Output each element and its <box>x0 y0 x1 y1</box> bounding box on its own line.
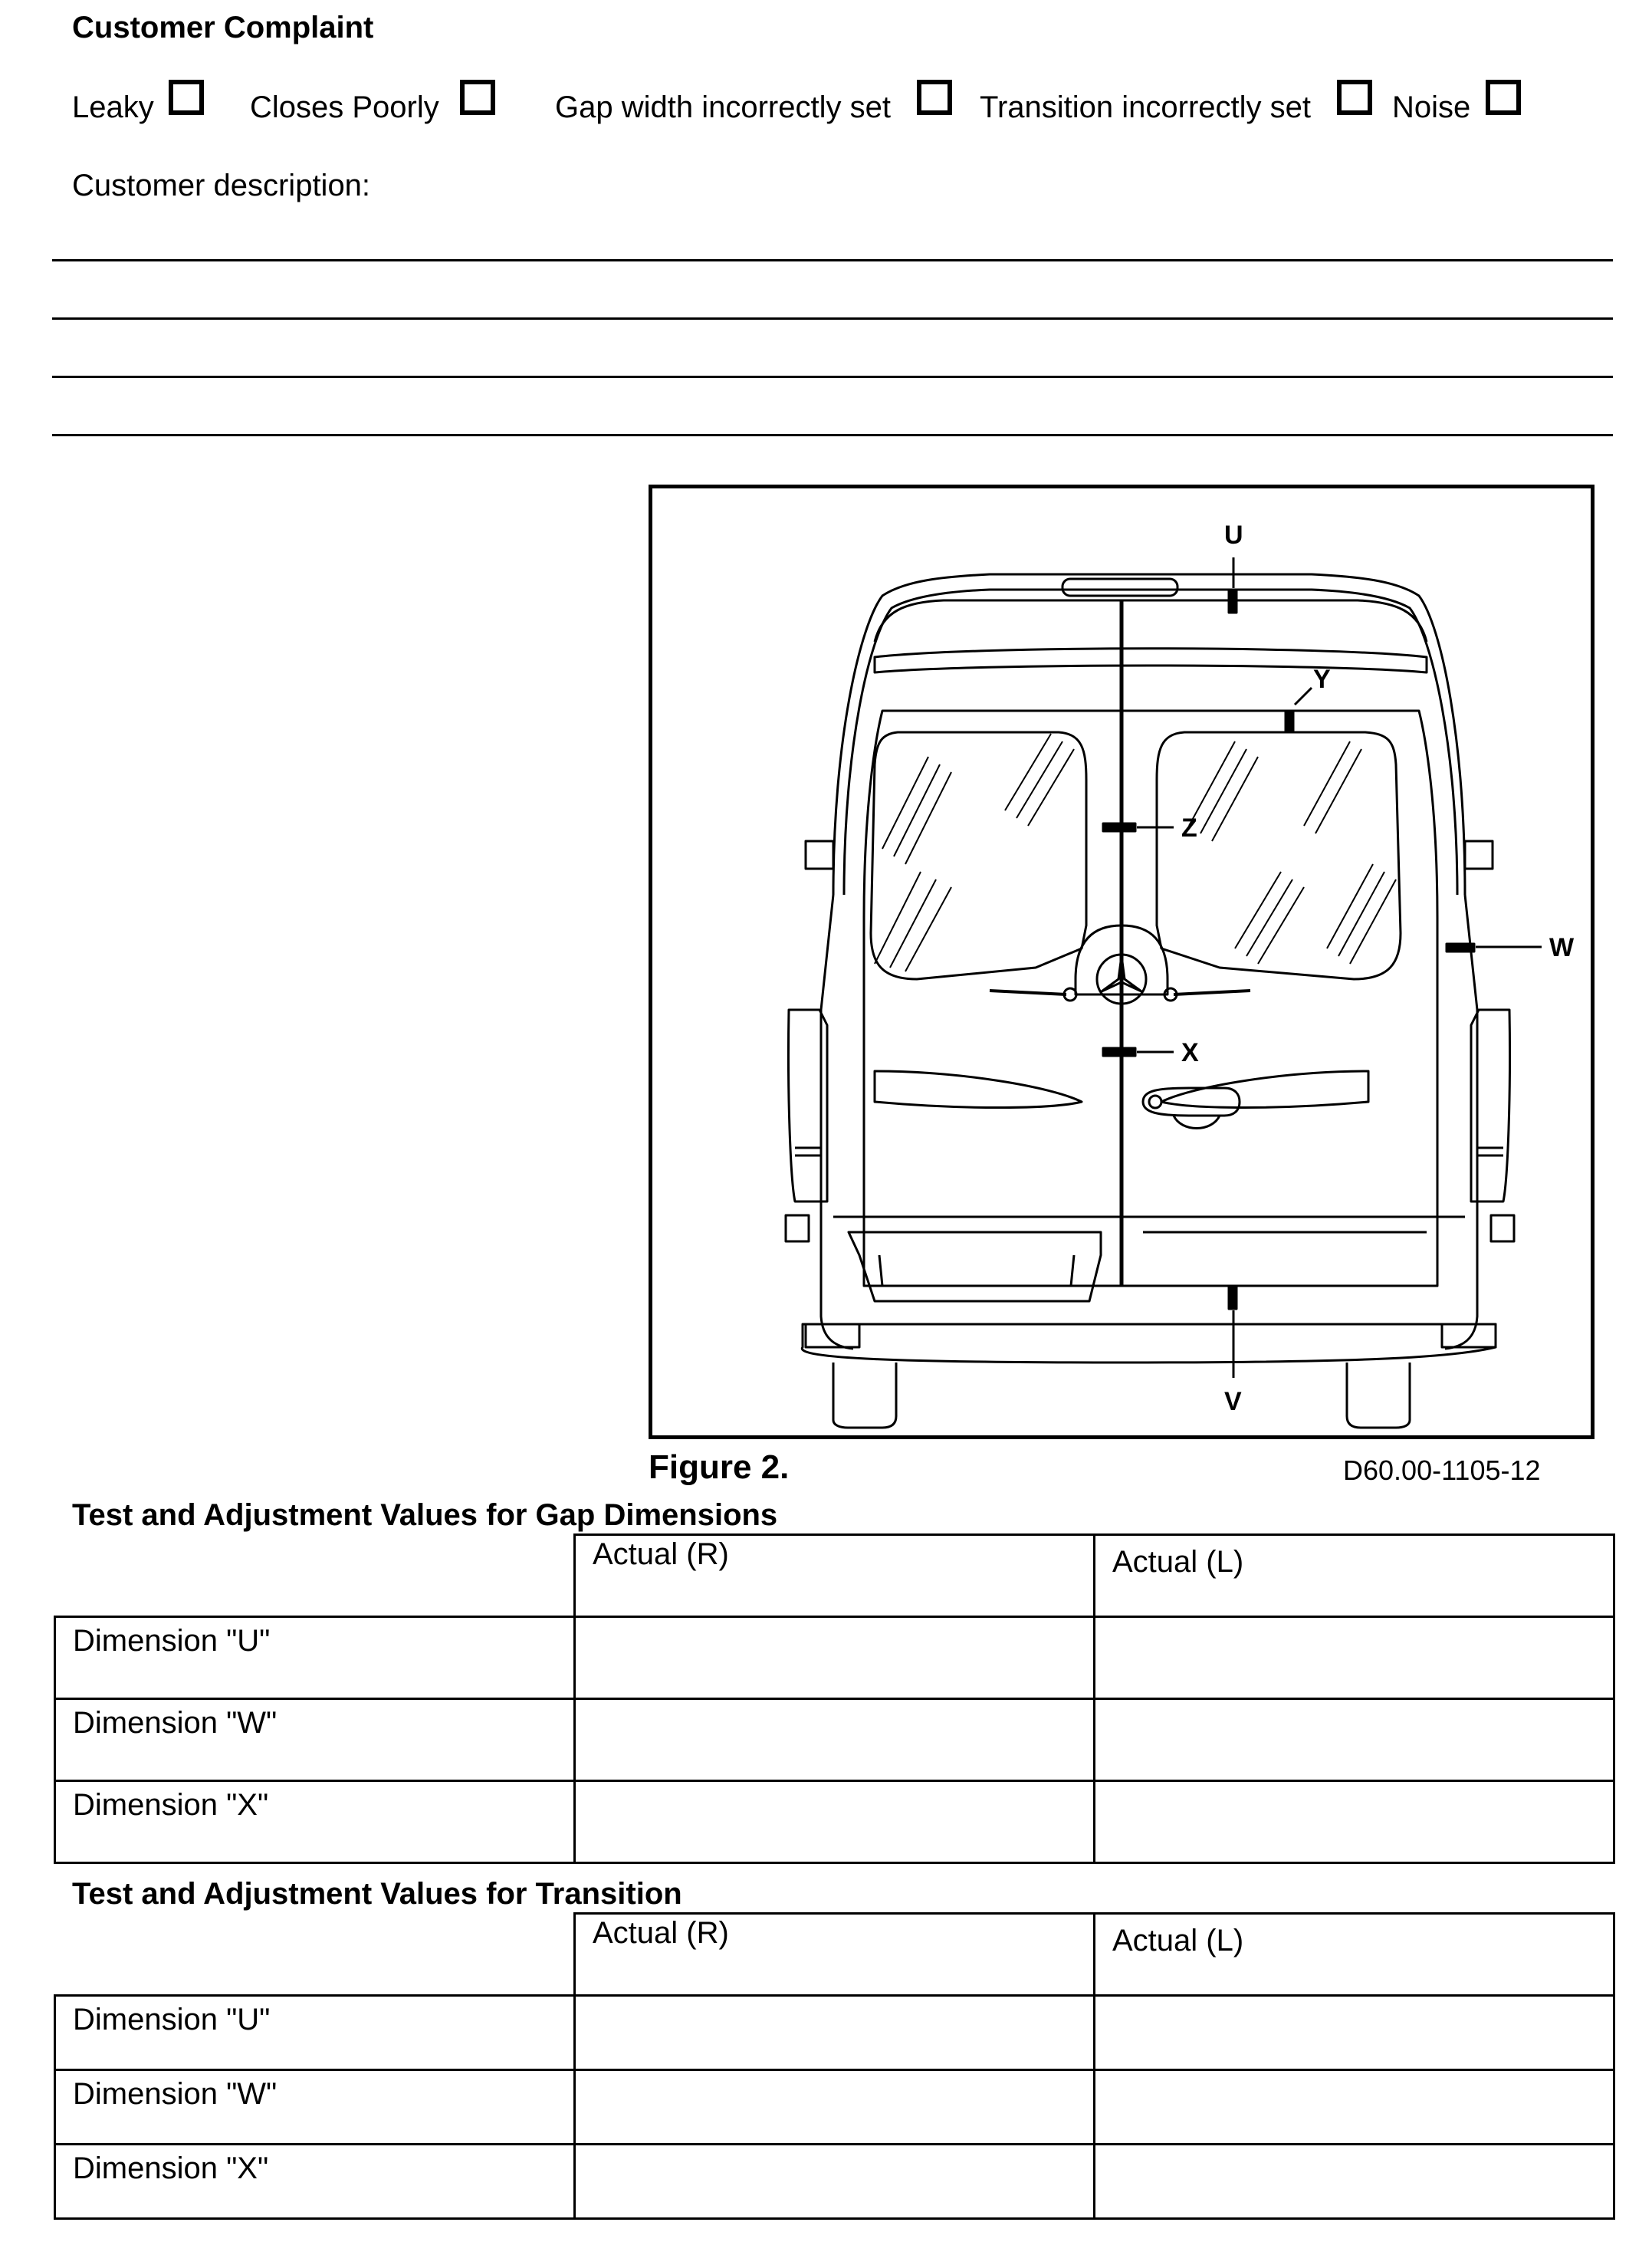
gap-table-title: Test and Adjustment Values for Gap Dimensions <box>72 1498 778 1532</box>
transition-checkbox[interactable] <box>1337 80 1372 115</box>
van-rear-diagram <box>652 488 1591 1435</box>
option-gap-width-label: Gap width incorrectly set <box>555 90 891 124</box>
row-label: Dimension "W" <box>55 2070 575 2145</box>
description-label: Customer description: <box>72 169 371 202</box>
value-cell[interactable] <box>1095 2070 1614 2145</box>
header-actual-r: Actual (R) <box>575 1914 1095 1996</box>
description-line-1[interactable] <box>52 259 1613 261</box>
value-cell[interactable] <box>575 2070 1095 2145</box>
value-cell[interactable] <box>1095 2145 1614 2219</box>
description-line-4[interactable] <box>52 434 1613 436</box>
description-line-3[interactable] <box>52 376 1613 378</box>
marker-label-w: W <box>1549 933 1575 962</box>
figure-frame <box>649 485 1595 1439</box>
row-label: Dimension "U" <box>55 1617 575 1699</box>
table-corner <box>55 1535 575 1617</box>
transition-table <box>54 1912 1615 2220</box>
value-cell[interactable] <box>1095 1617 1614 1699</box>
row-label: Dimension "X" <box>55 2145 575 2219</box>
marker-label-u: U <box>1224 521 1243 550</box>
marker-label-y: Y <box>1313 665 1331 694</box>
option-transition-label: Transition incorrectly set <box>980 90 1311 124</box>
leaky-checkbox[interactable] <box>169 80 204 115</box>
table-row <box>55 2070 1614 2145</box>
value-cell[interactable] <box>575 1699 1095 1781</box>
table-row <box>55 2145 1614 2219</box>
row-label: Dimension "W" <box>55 1699 575 1781</box>
marker-label-x: X <box>1181 1038 1199 1067</box>
value-cell[interactable] <box>1095 1781 1614 1863</box>
table-row <box>55 1617 1614 1699</box>
table-row <box>55 1699 1614 1781</box>
header-actual-l: Actual (L) <box>1095 1914 1614 1996</box>
row-label: Dimension "X" <box>55 1781 575 1863</box>
value-cell[interactable] <box>575 1996 1095 2070</box>
figure-code: D60.00-1105-12 <box>1343 1455 1541 1486</box>
option-leaky-label: Leaky <box>72 90 154 124</box>
row-label: Dimension "U" <box>55 1996 575 2070</box>
header-actual-r: Actual (R) <box>575 1535 1095 1617</box>
gap-width-checkbox[interactable] <box>917 80 952 115</box>
marker-label-z: Z <box>1181 814 1197 843</box>
header-actual-l: Actual (L) <box>1095 1535 1614 1617</box>
option-closes-poorly-label: Closes Poorly <box>250 90 439 124</box>
value-cell[interactable] <box>575 1617 1095 1699</box>
marker-label-v: V <box>1224 1387 1242 1416</box>
gap-dimensions-table <box>54 1533 1615 1864</box>
value-cell[interactable] <box>575 2145 1095 2219</box>
figure-caption: Figure 2. <box>649 1448 790 1486</box>
option-noise-label: Noise <box>1392 90 1471 124</box>
table-row <box>55 1781 1614 1863</box>
transition-table-title: Test and Adjustment Values for Transition <box>72 1877 682 1911</box>
complaint-title: Customer Complaint <box>72 11 374 44</box>
description-line-2[interactable] <box>52 317 1613 320</box>
table-corner <box>55 1914 575 1996</box>
value-cell[interactable] <box>1095 1996 1614 2070</box>
noise-checkbox[interactable] <box>1486 80 1521 115</box>
table-row <box>55 1996 1614 2070</box>
value-cell[interactable] <box>575 1781 1095 1863</box>
closes-poorly-checkbox[interactable] <box>460 80 495 115</box>
value-cell[interactable] <box>1095 1699 1614 1781</box>
